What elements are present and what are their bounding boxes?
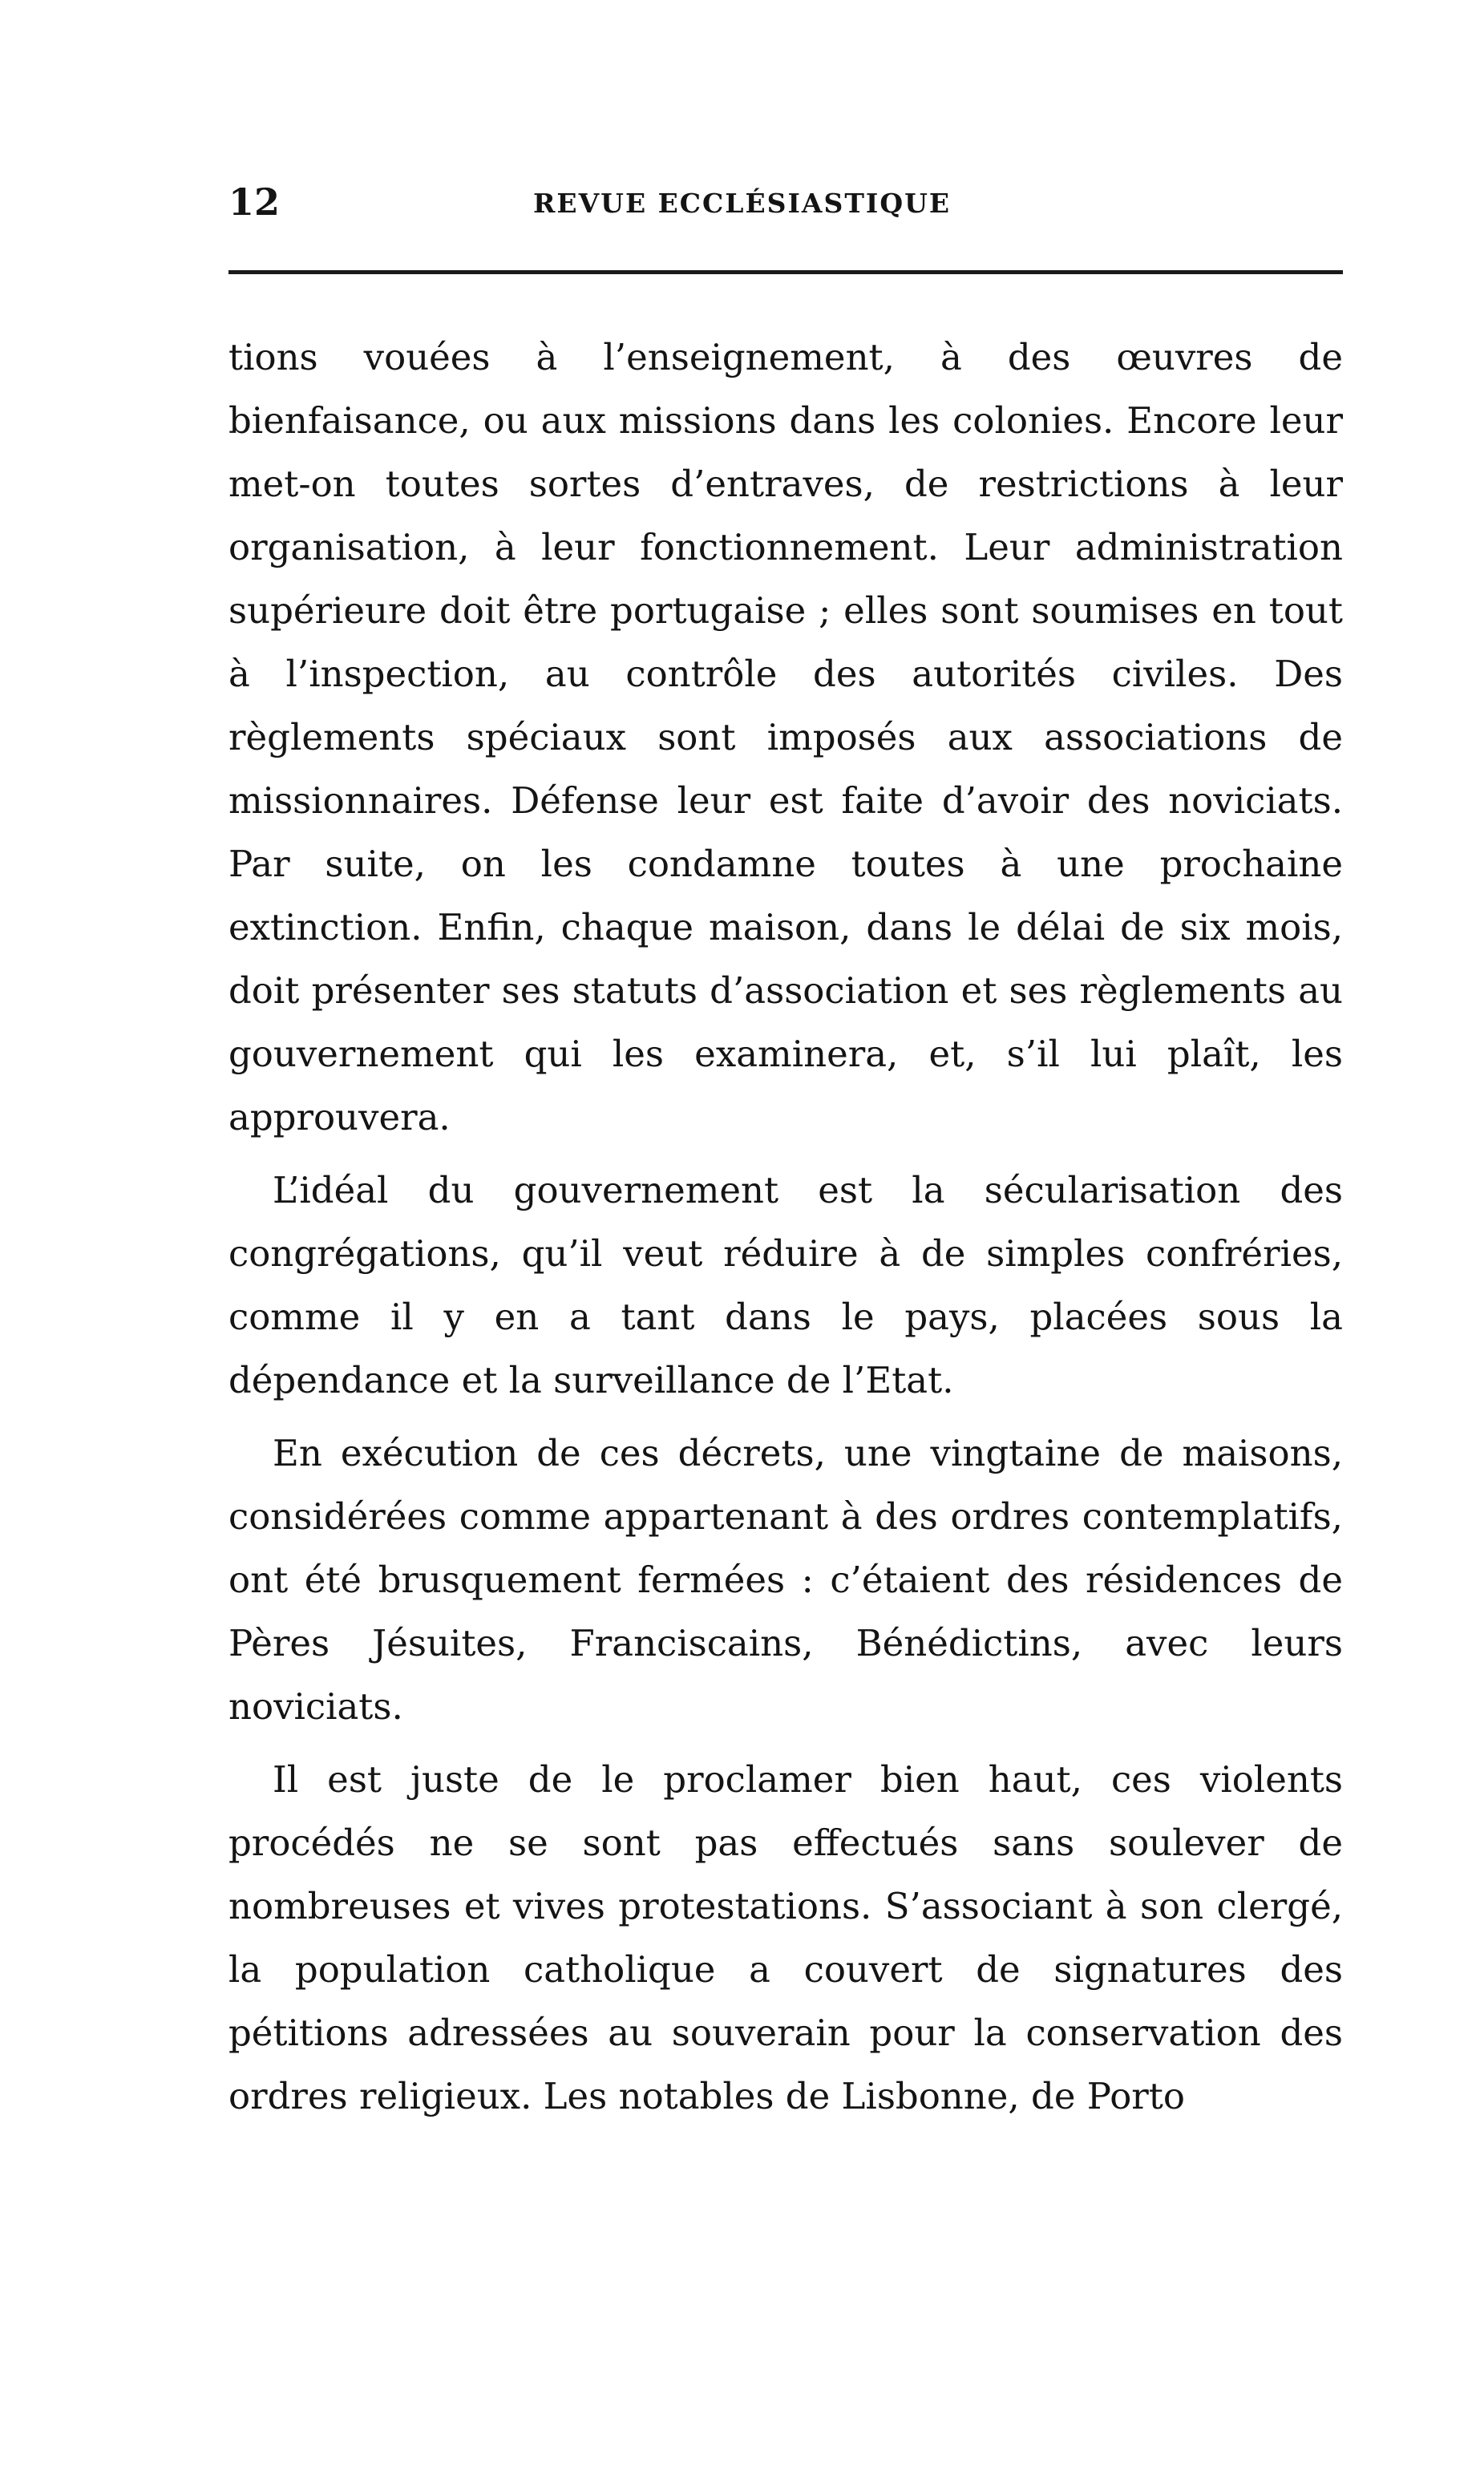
paragraph: Il est juste de le proclamer bien haut, ces violents procédés ne se sont pas effectués sans soulever de nombreuses et vives protestations. S’associant à son clergé, la population catholique a couvert de signatures des pétitions adressées au souverain pour la conservation des ordres religieux. Les notables de Lisbonne, de Porto [228,1758,1343,2117]
running-head [228,178,1343,226]
page-number: 12 [228,180,281,224]
paragraph-continuation: tions vouées à l’enseignement, à des œuvres de bienfaisance, ou aux missions dans les colonies. Encore leur met-on toutes sortes d’entraves, de restrictions à leur organisation, à leur fonctionnement. Leur administration supérieure doit être portugaise ; elles sont soumises en tout à l’inspection, au contrôle des autorités civiles. Des règlements spéciaux sont imposés aux associations de missionnaires. Défense leur est faite d’avoir des noviciats. Par suite, on les condamne toutes à une prochaine extinction. Enfin, chaque maison, dans le délai de six mois, doit présenter ses statuts d’association et ses règlements au gouvernement qui les examinera, et, s’il lui plaît, les approuvera. [228,336,1343,1138]
paragraph: L’idéal du gouvernement est la sécularisation des congrégations, qu’il veut réduire à de simples confréries, comme il y en a tant dans le pays, placées sous la dépendance et la surveillance de l’Etat. [228,1169,1343,1401]
paragraph: En exécution de ces décrets, une vingtaine de maisons, considérées comme appartenant à des ordres contemplatifs, ont été brusquement fermées : c’étaient des résidences de Pères Jésuites, Franciscains, Bénédictins, avec leurs noviciats. [228,1432,1343,1728]
header-rule [228,270,1343,274]
body-text [228,326,1343,2128]
running-title: REVUE ECCLÉSIASTIQUE [533,188,952,219]
